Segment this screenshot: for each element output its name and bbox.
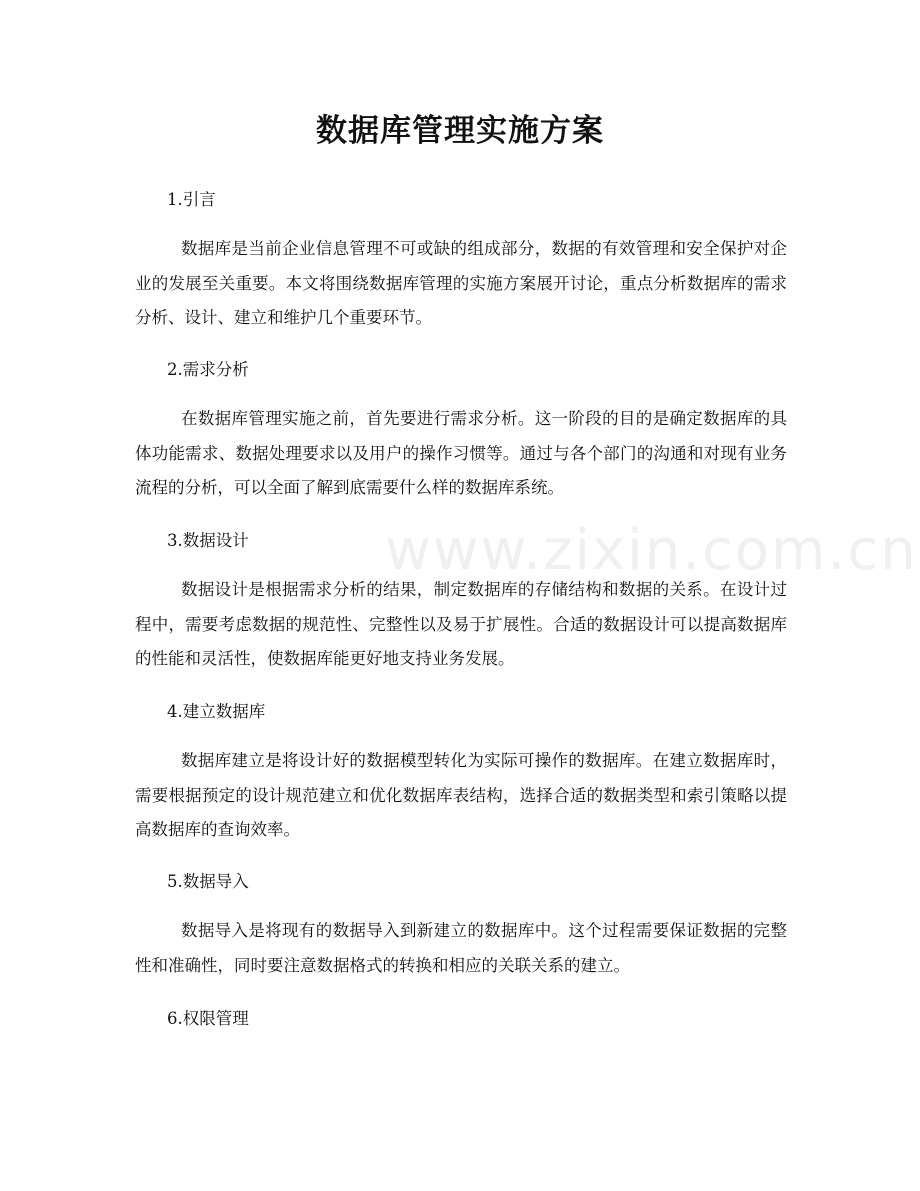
section-heading-build-database: 4.建立数据库 xyxy=(167,702,266,721)
section-heading-requirements: 2.需求分析 xyxy=(167,360,249,379)
watermark: www.zixin.com.cn xyxy=(385,518,918,583)
section-heading-data-design: 3.数据设计 xyxy=(167,531,249,550)
section-paragraph-requirements: 在数据库管理实施之前，首先要进行需求分析。这一阶段的目的是确定数据库的具体功能需求、数据处理要求以及用户的操作习惯等。通过与各个部门的沟通和对现有业务流程的分析，可以全面了解到底需要什么样的数据库系统。 xyxy=(135,409,787,497)
section-heading-permissions: 6.权限管理 xyxy=(167,1009,249,1028)
section-heading-data-import: 5.数据导入 xyxy=(167,872,249,891)
section-paragraph-data-import: 数据导入是将现有的数据导入到新建立的数据库中。这个过程需要保证数据的完整性和准确性，同时要注意数据格式的转换和相应的关联关系的建立。 xyxy=(135,921,787,975)
document-title: 数据库管理实施方案 xyxy=(316,113,604,149)
section-paragraph-build-database: 数据库建立是将设计好的数据模型转化为实际可操作的数据库。在建立数据库时，需要根据预定的设计规范建立和优化数据库表结构，选择合适的数据类型和索引策略以提高数据库的查询效率。 xyxy=(135,751,787,839)
section-heading-intro: 1.引言 xyxy=(167,190,216,209)
section-paragraph-intro: 数据库是当前企业信息管理不可或缺的组成部分，数据的有效管理和安全保护对企业的发展至关重要。本文将围绕数据库管理的实施方案展开讨论，重点分析数据库的需求分析、设计、建立和维护几个重要环节。 xyxy=(135,239,787,327)
section-paragraph-data-design: 数据设计是根据需求分析的结果，制定数据库的存储结构和数据的关系。在设计过程中，需要考虑数据的规范性、完整性以及易于扩展性。合适的数据设计可以提高数据库的性能和灵活性，使数据库能更好地支持业务发展。 xyxy=(135,580,787,668)
